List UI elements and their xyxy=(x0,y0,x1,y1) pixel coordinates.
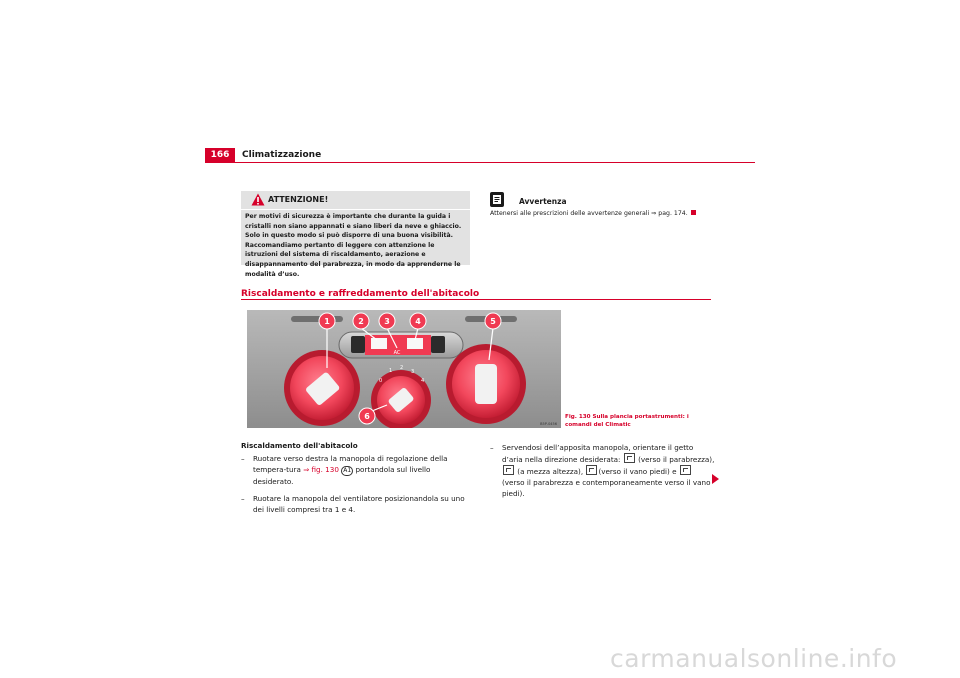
fan-speed-2: 2 xyxy=(400,365,404,371)
fan-speed-3: 3 xyxy=(411,369,415,375)
fan-speed-1: 1 xyxy=(389,368,393,374)
callout-3-label: 3 xyxy=(384,317,390,326)
rear-defrost-button[interactable] xyxy=(371,338,387,349)
climatic-controls-figure xyxy=(247,310,561,428)
page-number: 166 xyxy=(205,148,235,162)
air-direction-text-b: (verso il parabrezza), xyxy=(638,455,715,464)
air-direction-text-e: (verso il parabrezza e contemporaneamente verso il vano piedi). xyxy=(502,478,711,498)
bullet-dash: – xyxy=(241,454,245,463)
button-right[interactable] xyxy=(431,336,445,353)
bullet1-text-b: portandola sul livello desiderato. xyxy=(253,465,431,486)
list-item xyxy=(241,453,471,487)
callout-5-label: 5 xyxy=(490,317,496,326)
bullet2-text: Ruotare la manopola del ventilatore posizionandola su uno dei livelli compresi tra 1 e 4. xyxy=(253,494,465,514)
continue-arrow-icon xyxy=(712,474,719,484)
air-direction-text-a: Servendosi dell’apposita manopola, orientare il getto d’aria nella direzione desiderata: xyxy=(502,443,694,464)
footwell-mode-icon xyxy=(586,465,597,475)
warning-text: Per motivi di sicurezza è importante che durante la guida i cristalli non siano appannati e siano liberi da neve e ghiaccio. Solo in questo modo si può disporre di una buona visibilità. Raccomandiamo pertanto di leggere con attenzione le istruzioni del sistema di riscaldamento, aerazione e disappannamento del parabrezza, in modo da apprenderne le modalità d’uso. xyxy=(245,213,462,278)
note-title: Avvertenza xyxy=(519,197,567,206)
fan-speed-0: 0 xyxy=(379,378,383,384)
windscreen-mode-icon xyxy=(624,453,635,463)
fan-speed-4: 4 xyxy=(421,378,425,384)
note-text xyxy=(490,209,696,218)
callout-6-label: 6 xyxy=(364,412,370,421)
warning-title: ATTENZIONE! xyxy=(268,195,329,204)
figure-reference-link[interactable]: ⇒ fig. 130 xyxy=(303,465,339,474)
face-mode-icon xyxy=(503,465,514,475)
callout-2-label: 2 xyxy=(358,317,364,326)
callout-4-label: 4 xyxy=(415,317,421,326)
subheading-heating: Riscaldamento dell'abitacolo xyxy=(241,441,358,450)
left-column xyxy=(241,440,471,515)
header-divider xyxy=(205,162,755,163)
button-left[interactable] xyxy=(351,336,365,353)
bullet-dash: – xyxy=(241,494,245,503)
air-direction-text-d: (verso il vano piedi) e xyxy=(598,467,677,476)
windscreen-footwell-mode-icon xyxy=(680,465,691,475)
running-title: Climatizzazione xyxy=(242,150,322,160)
bullet-dash: – xyxy=(490,443,494,452)
air-distribution-knob-grip xyxy=(475,364,497,404)
list-item xyxy=(241,493,471,515)
section-title: Riscaldamento e raffreddamento dell'abitacolo xyxy=(241,289,480,299)
note-icon xyxy=(490,192,504,207)
note-body: Attenersi alle prescrizioni delle avvertenze generali ⇒ pag. 174. xyxy=(490,210,688,217)
figure-code: B5P-0456 xyxy=(540,422,557,426)
callout-1-label: 1 xyxy=(324,317,330,326)
watermark: carmanualsonline.info xyxy=(610,644,898,673)
warning-triangle-icon xyxy=(251,193,265,206)
callout-reference-a1: A1 xyxy=(341,466,353,476)
list-item xyxy=(490,442,715,499)
right-column xyxy=(490,440,715,499)
section-divider xyxy=(241,299,711,300)
ac-button-label: AC xyxy=(393,350,401,356)
end-marker-icon xyxy=(691,210,696,215)
air-direction-text-c: (a mezza altezza), xyxy=(517,467,584,476)
bullet1-text-a: Ruotare verso destra la manopola di regolazione della tempera-tura xyxy=(253,454,448,474)
figure-caption: Fig. 130 Sulla plancia portastrumenti: i comandi del Climatic xyxy=(565,414,689,428)
